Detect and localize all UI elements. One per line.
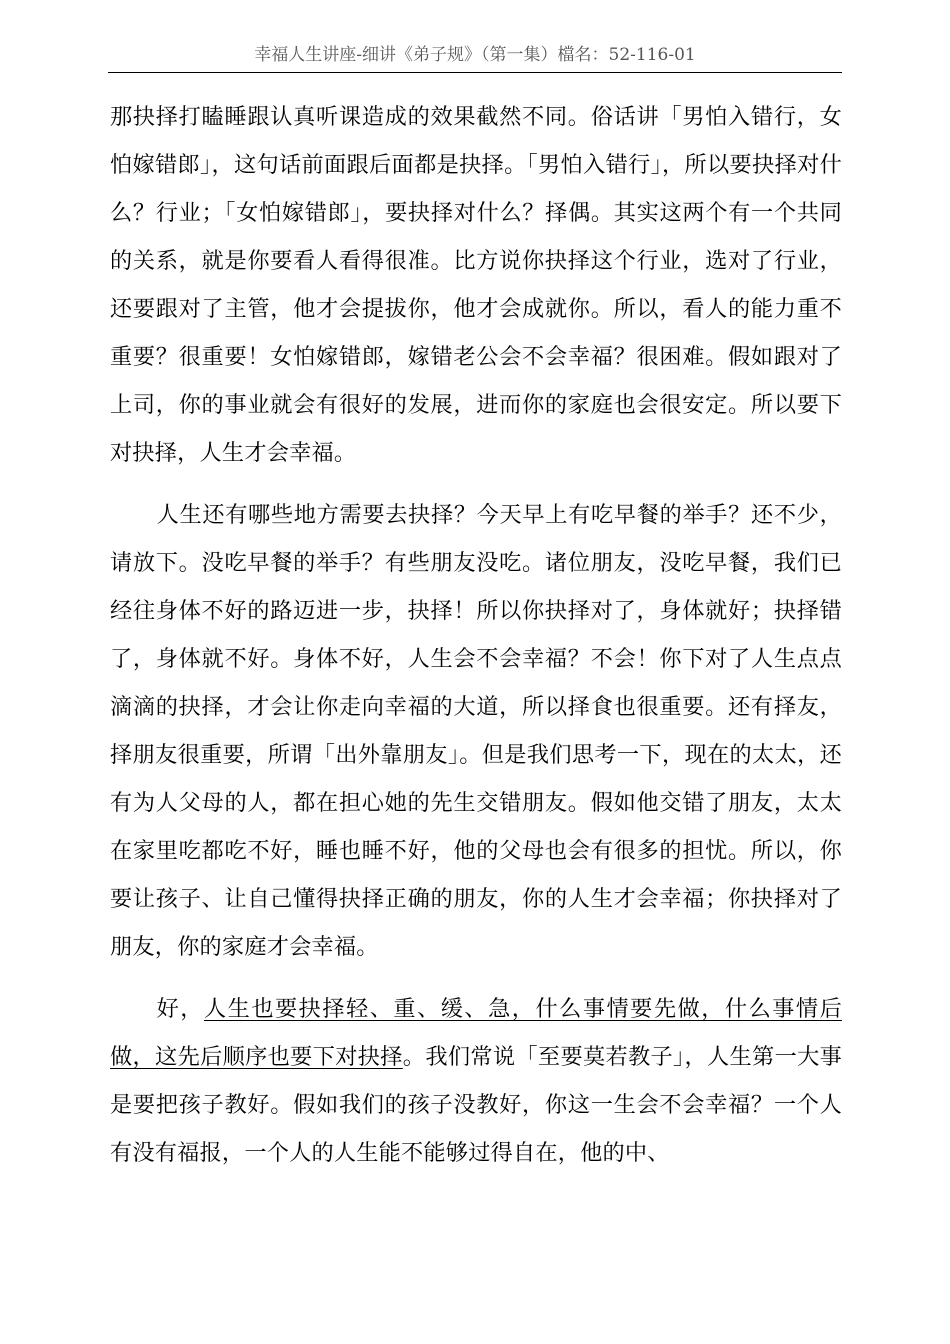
header-divider — [108, 72, 842, 73]
page-header: 幸福人生讲座-细讲《弟子规》（第一集）檔名：52-116-01 — [254, 45, 696, 65]
paragraph-2: 人生还有哪些地方需要去抉择？今天早上有吃早餐的举手？还不少，请放下。没吃早餐的举手？有些朋友没吃。诸位朋友，没吃早餐，我们已经往身体不好的路迈进一步，抉择！所以你抉择对了，身体就好；抉择错了，身体就不好。身体不好，人生会不会幸福？不会！你下对了人生点点滴滴的抉择，才会让你走向幸福的大道，所以择食也很重要。还有择友，择朋友很重要，所谓「出外靠朋友」。但是我们思考一下，现在的太太，还有为人父母的人，都在担心她的先生交错朋友。假如他交错了朋友，太太在家里吃都吃不好，睡也睡不好，他的父母也会有很多的担忧。所以，你要让孩子、让自己懂得抉择正确的朋友，你的人生才会幸福；你抉择对了朋友，你的家庭才会幸福。 — [110, 502, 842, 960]
paragraph-3-lead: 好， — [156, 996, 204, 1022]
document-body — [110, 93, 842, 1177]
paragraph-3 — [110, 985, 842, 1177]
underlined-emphasis: 人生也要抉择轻、重、缓、急，什么事情要先做，什么事情后做，这先后顺序也要下对抉择 — [110, 996, 842, 1070]
paragraph-1: 那抉择打瞌睡跟认真听课造成的效果截然不同。俗话讲「男怕入错行，女怕嫁错郎」，这句话前面跟后面都是抉择。「男怕入错行」，所以要抉择对什么？行业；「女怕嫁错郎」，要抉择对什么？择偶。其实这两个有一个共同的关系，就是你要看人看得很准。比方说你抉择这个行业，选对了行业，还要跟对了主管，他才会提拔你，他才会成就你。所以，看人的能力重不重要？很重要！女怕嫁错郎，嫁错老公会不会幸福？很困难。假如跟对了上司，你的事业就会有很好的发展，进而你的家庭也会很安定。所以要下对抉择，人生才会幸福。 — [110, 104, 842, 466]
paragraph-3-rest: 。我们常说「至要莫若教子」，人生第一大事是要把孩子教好。假如我们的孩子没教好，你这一生会不会幸福？一个人有没有福报，一个人的人生能不能够过得自在，他的中、 — [110, 1044, 842, 1166]
